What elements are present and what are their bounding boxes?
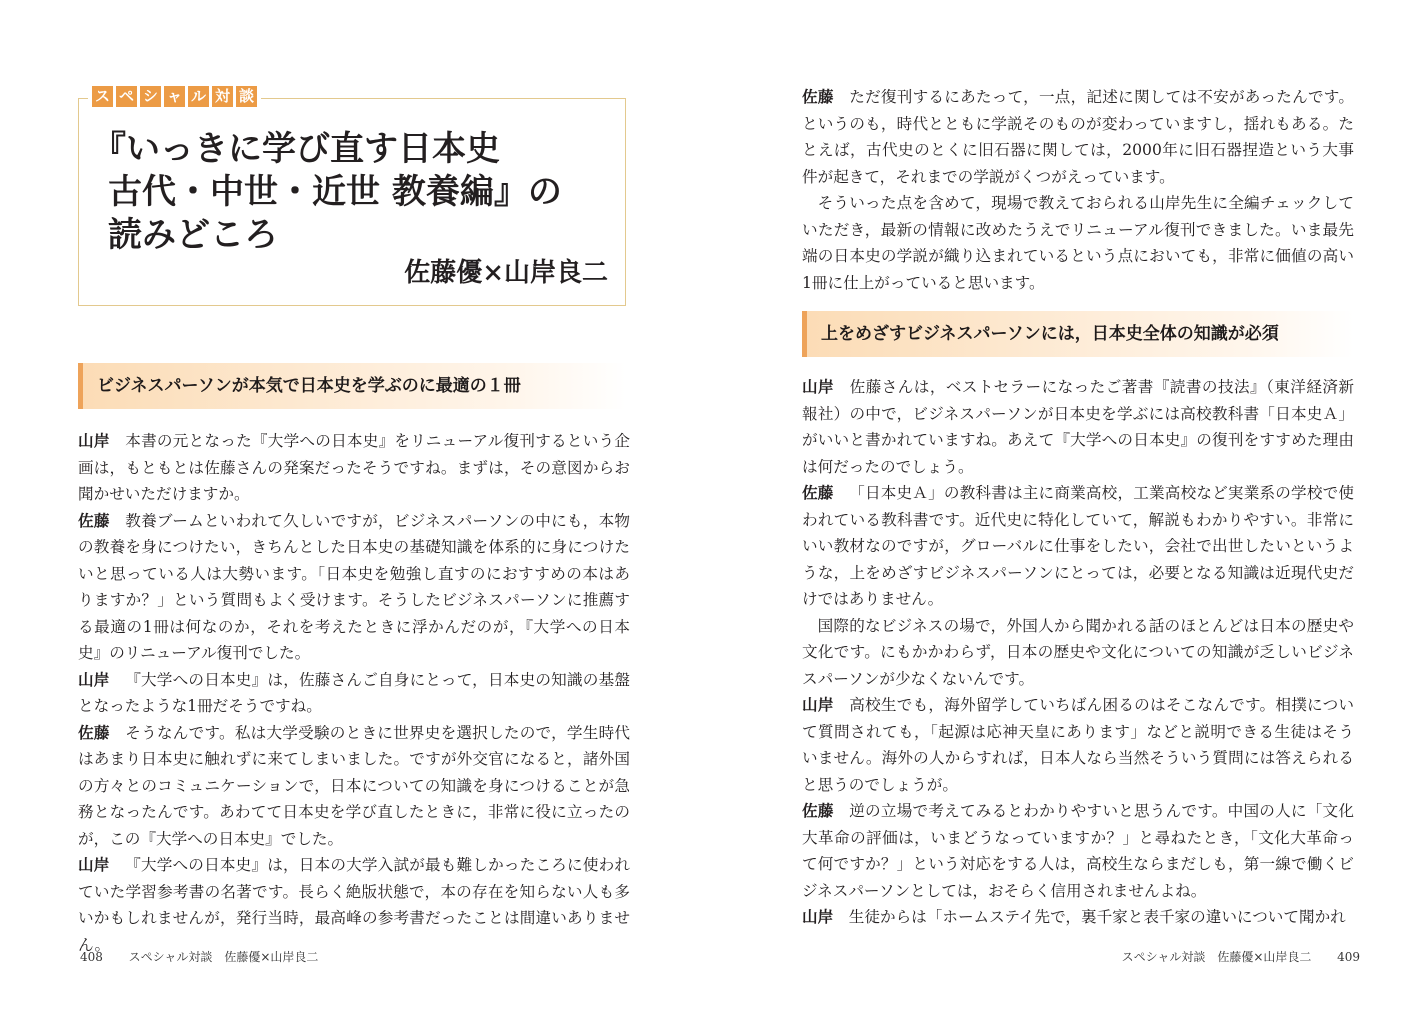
- dialogue-paragraph: [802, 84, 1354, 190]
- page-number: 408: [80, 950, 103, 964]
- speaker-name: 佐藤: [78, 723, 110, 742]
- paragraph-text: 佐藤さんは，ベストセラーになったご著書『読書の技法』（東洋経済新報社）の中で，ビジネスパーソンが日本史を学ぶには高校教科書「日本史Ａ」がいいと書かれていますね。あえて『大学への日本史』の復刊をすすめた理由は何だったのでしょう。: [802, 378, 1354, 476]
- dialogue-paragraph: [802, 692, 1354, 798]
- paragraph-text: そうなんです。私は大学受験のときに世界史を選択したので，学生時代はあまり日本史に触れずに来てしまいました。ですが外交官になると，諸外国の方々とのコミュニケーションで，日本についての知識を身につけることが急務となったんです。あわてて日本史を学び直したときに，非常に役に立ったのが，この『大学への日本史』でした。: [78, 723, 630, 848]
- page-footer-right: [1122, 948, 1360, 965]
- section-heading: ビジネスパーソンが本気で日本史を学ぶのに最適の１冊: [78, 363, 626, 409]
- article-title-line: 『いっきに学び直す日本史: [92, 129, 500, 169]
- dialogue-body-top: [802, 84, 1354, 296]
- paragraph-text: 『大学への日本史』は，佐藤さんご自身にとって，日本史の知識の基盤となったような1冊だそうですね。: [78, 670, 630, 715]
- paragraph-text: 高校生でも，海外留学していちばん困るのはそこなんです。相撲について質問されても，「起源は応神天皇にあります」などと説明できる生徒はそういません。海外の人からすれば，日本人なら当然そういう質問には答えられると思うのでしょうが。: [802, 696, 1354, 794]
- paragraph-text: 『大学への日本史』は，日本の大学入試が最も難しかったころに使われていた学習参考書の名著です。長らく絶版状態で，本の存在を知らない人も多いかもしれませんが，発行当時，最高峰の参考書だったことは間違いありません。: [78, 856, 630, 954]
- paragraph-text: 国際的なビジネスの場で，外国人から聞かれる話のほとんどは日本の歴史や文化です。にもかかわらず，日本の歴史や文化についての知識が乏しいビジネスパーソンが少なくないんです。: [802, 616, 1354, 688]
- dialogue-paragraph: [78, 667, 630, 720]
- speaker-name: 佐藤: [802, 88, 834, 106]
- article-title-line: 古代・中世・近世 教養編』の: [108, 172, 562, 212]
- dialogue-paragraph: [78, 720, 630, 853]
- article-title-line: 読みどころ: [108, 215, 278, 255]
- dialogue-paragraph: [78, 428, 630, 508]
- speaker-name: 佐藤: [802, 802, 834, 820]
- paragraph-text: 本書の元となった『大学への日本史』をリニューアル復刊するという企画は，もともとは佐藤さんの発案だったそうですね。まずは，その意図からお聞かせいただけますか。: [78, 432, 630, 503]
- dialogue-paragraph: [802, 613, 1354, 693]
- right-page: [714, 0, 1428, 1013]
- speaker-name: 山岸: [78, 670, 110, 689]
- paragraph-text: 生徒からは「ホームステイ先で，裏千家と表千家の違いについて聞かれ: [848, 908, 1346, 926]
- page-footer-left: [80, 948, 318, 965]
- speaker-name: 佐藤: [78, 511, 110, 530]
- speaker-name: 山岸: [78, 856, 110, 874]
- dialogue-paragraph: [802, 374, 1354, 480]
- speaker-name: 山岸: [802, 696, 834, 714]
- article-authors: 佐藤優×山岸良二: [404, 258, 608, 288]
- dialogue-paragraph: [78, 852, 630, 958]
- speaker-name: 佐藤: [802, 484, 834, 502]
- speaker-name: 山岸: [802, 908, 834, 926]
- series-label-char: 対: [212, 86, 233, 107]
- dialogue-paragraph: [802, 190, 1354, 296]
- series-label-char: ル: [188, 86, 209, 107]
- dialogue-paragraph: [802, 480, 1354, 613]
- paragraph-text: ただ復刊するにあたって，一点，記述に関しては不安があったんです。というのも，時代とともに学説そのものが変わっていますし，揺れもある。たとえば，古代史のとくに旧石器に関しては，2000年に旧石器捏造という大事件が起きて，それまでの学説がくつがえっています。: [802, 88, 1354, 186]
- paragraph-text: そういった点を含めて，現場で教えておられる山岸先生に全編チェックしていただき，最新の情報に改めたうえでリニューアル復刊できました。いま最先端の日本史の学説が織り込まれているという点においても，非常に価値の高い1冊に仕上がっていると思います。: [802, 194, 1354, 292]
- running-title: スペシャル対談 佐藤優×山岸良二: [1121, 950, 1312, 964]
- paragraph-text: 逆の立場で考えてみるとわかりやすいと思うんです。中国の人に「文化大革命の評価は，いまどうなっていますか？」と尋ねたとき，「文化大革命って何ですか？」という対応をする人は，高校生ならまだしも，第一線で働くビジネスパーソンとしては，おそらく信用されませんよね。: [802, 802, 1354, 900]
- speaker-name: 山岸: [802, 378, 835, 396]
- article-title: [92, 128, 562, 257]
- dialogue-body: [802, 374, 1354, 931]
- dialogue-paragraph: [802, 904, 1354, 931]
- paragraph-text: 教養ブームといわれて久しいですが，ビジネスパーソンの中にも，本物の教養を身につけたい，きちんとした日本史の基礎知識を体系的に身につけたいと思っている人は大勢います。「日本史を勉強し直すのにおすすめの本はありますか？」という質問もよく受けます。そうしたビジネスパーソンに推薦する最適の1冊は何なのか，それを考えたときに浮かんだのが，『大学への日本史』のリニューアル復刊でした。: [78, 511, 630, 662]
- running-title: スペシャル対談 佐藤優×山岸良二: [128, 950, 319, 964]
- series-label-special-dialogue: [88, 86, 261, 107]
- page-number: 409: [1337, 950, 1360, 964]
- dialogue-body: [78, 428, 630, 958]
- series-label-char: ャ: [164, 86, 185, 107]
- dialogue-paragraph: [802, 798, 1354, 904]
- series-label-char: ス: [92, 86, 113, 107]
- series-label-char: シ: [140, 86, 161, 107]
- speaker-name: 山岸: [78, 432, 110, 450]
- section-heading: 上をめざすビジネスパーソンには，日本史全体の知識が必須: [802, 311, 1354, 357]
- paragraph-text: 「日本史Ａ」の教科書は主に商業高校，工業高校など実業系の学校で使われている教科書です。近代史に特化していて，解説もわかりやすい。非常にいい教材なのですが，グローバルに仕事をしたい，会社で出世したいというような，上をめざすビジネスパーソンにとっては，必要となる知識は近現代史だけではありません。: [802, 484, 1354, 608]
- series-label-char: ペ: [116, 86, 137, 107]
- series-label-char: 談: [236, 86, 257, 107]
- dialogue-paragraph: [78, 508, 630, 667]
